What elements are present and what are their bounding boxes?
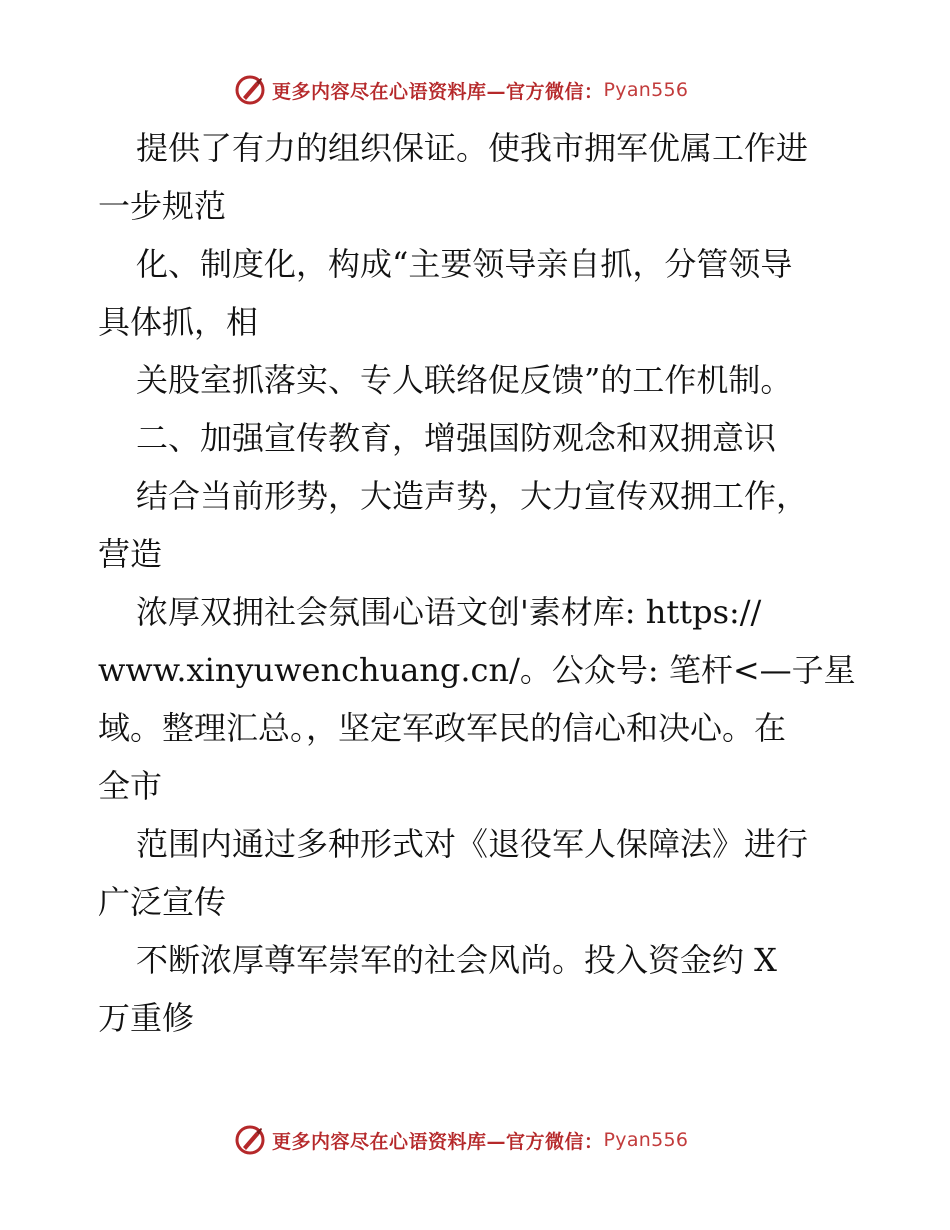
quill-logo-icon [234,74,266,106]
quill-logo-icon [234,1124,266,1156]
text-line: 化、制度化，构成“主要领导亲自抓，分管领导 [136,245,793,283]
text-line: 结合当前形势，大造声势，大力宣传双拥工作， [136,477,809,515]
text-line: 范围内通过多种形式对《退役军人保障法》进行 [136,825,809,863]
text-line: 全市 [98,767,163,805]
header-wechat-id: Pyan556 [603,79,689,101]
text-line: 具体抓，相 [98,303,259,341]
text-line: 万重修 [98,999,195,1037]
text-line: 营造 [98,535,163,573]
section-heading: 二、加强宣传教育，增强国防观念和双拥意识 [136,419,777,457]
text-line: 提供了有力的组织保证。使我市拥军优属工作进 [136,129,809,167]
header-banner-text: 更多内容尽在心语资料库—官方微信： [272,80,604,103]
text-line: 不断浓厚尊军崇军的社会风尚。投入资金约 X [136,941,777,979]
header-banner [234,72,754,108]
footer-banner [234,1122,754,1158]
footer-wechat-id: Pyan556 [603,1129,689,1151]
footer-banner-text: 更多内容尽在心语资料库—官方微信： [272,1130,604,1153]
text-line: www.xinyuwenchuang.cn/。公众号: 笔杆<—子星 [98,651,856,689]
text-line: 域。整理汇总。，坚定军政军民的信心和决心。在 [98,709,787,747]
text-line: 浓厚双拥社会氛围心语文创'素材库: https:// [136,593,762,631]
text-line: 广泛宣传 [98,883,227,921]
text-line: 一步规范 [98,187,227,225]
text-line: 关股室抓落实、专人联络促反馈”的工作机制。 [136,361,793,399]
